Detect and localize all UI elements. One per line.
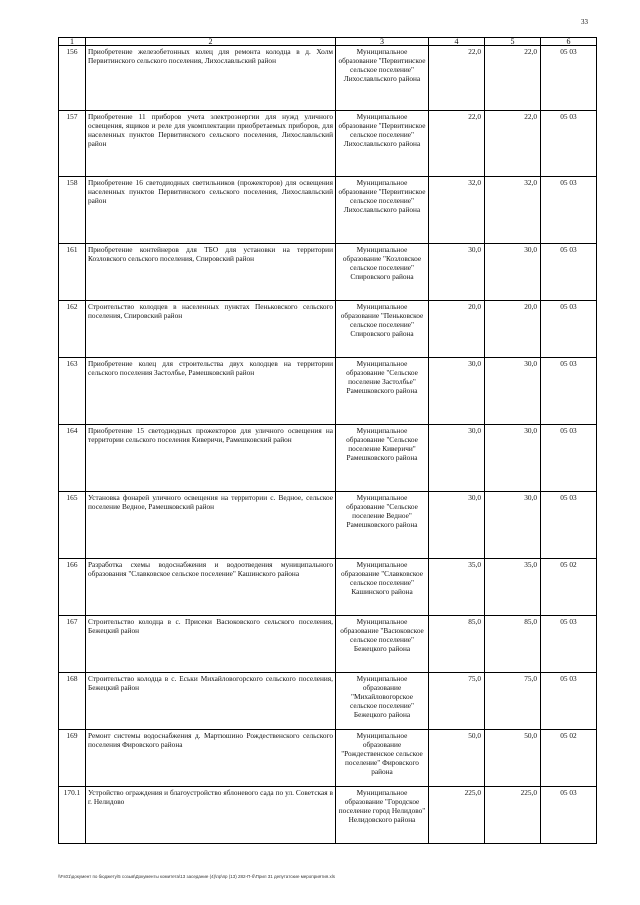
row-value-5: 30,0 (485, 244, 541, 301)
row-code: 05 03 (541, 616, 597, 673)
row-code: 05 03 (541, 177, 597, 244)
row-value-4: 30,0 (429, 244, 485, 301)
row-organization: Муниципальное образование "Первитинское сельское поселение" Лихославльского района (336, 111, 429, 177)
row-value-4: 30,0 (429, 492, 485, 559)
row-value-5: 225,0 (485, 787, 541, 844)
header-cell: 2 (86, 38, 336, 46)
row-organization: Муниципальное образование "Первитинское сельское поселение" Лихославльского района (336, 177, 429, 244)
row-description: Приобретение колец для строительства двух колодцев на территории сельского поселения Застолбье, Рамешковский район (86, 358, 336, 425)
table-row (59, 559, 597, 616)
row-number: 161 (59, 244, 86, 301)
header-row (59, 38, 597, 46)
table-row (59, 244, 597, 301)
row-value-4: 85,0 (429, 616, 485, 673)
page-number: 33 (581, 18, 588, 26)
row-value-5: 30,0 (485, 358, 541, 425)
row-code: 05 03 (541, 425, 597, 492)
row-description: Приобретение 16 светодиодных светильников (прожекторов) для освещения населенных пунктов Первитинского сельского поселения, Лихославльский район (86, 177, 336, 244)
row-value-5: 22,0 (485, 111, 541, 177)
row-number: 164 (59, 425, 86, 492)
row-number: 156 (59, 46, 86, 111)
row-code: 05 02 (541, 559, 597, 616)
row-organization: Муниципальное образование "Пеньковское сельское поселение" Спировского района (336, 301, 429, 358)
row-code: 05 02 (541, 730, 597, 787)
row-value-4: 22,0 (429, 46, 485, 111)
row-number: 157 (59, 111, 86, 177)
row-organization: Муниципальное образование "Городское поселение город Нелидово" Нелидовского района (336, 787, 429, 844)
table-row (59, 425, 597, 492)
header-cell: 4 (429, 38, 485, 46)
row-value-4: 32,0 (429, 177, 485, 244)
header-cell: 6 (541, 38, 597, 46)
row-description: Устройство ограждения и благоустройство яблоневого сада по ул. Советская в г. Нелидово (86, 787, 336, 844)
row-code: 05 03 (541, 358, 597, 425)
budget-table (58, 37, 597, 844)
row-organization: Муниципальное образование "Козловское сельское поселение" Спировского района (336, 244, 429, 301)
row-number: 166 (59, 559, 86, 616)
row-number: 168 (59, 673, 86, 730)
row-value-4: 225,0 (429, 787, 485, 844)
row-description: Разработка схемы водоснабжения и водоотведения муниципального образования "Славковское сельское поселение" Кашинского района (86, 559, 336, 616)
row-value-4: 20,0 (429, 301, 485, 358)
table-row (59, 301, 597, 358)
row-organization: Муниципальное образование "Рождественское сельское поселение" Фировского района (336, 730, 429, 787)
table-row (59, 492, 597, 559)
row-number: 165 (59, 492, 86, 559)
table-row (59, 730, 597, 787)
row-description: Приобретение железобетонных колец для ремонта колодца в д. Холм Первитинского сельского поселения, Лихославльский район (86, 46, 336, 111)
row-description: Установка фонарей уличного освещения на территории с. Ведное, сельское поселение Ведное, Рамешковский район (86, 492, 336, 559)
row-number: 169 (59, 730, 86, 787)
table-row (59, 111, 597, 177)
row-organization: Муниципальное образование "Сельское поселение Застолбье" Рамешковского района (336, 358, 429, 425)
row-value-5: 20,0 (485, 301, 541, 358)
row-description: Строительство колодцев в населенных пунктах Пеньковского сельского поселения, Спировский район (86, 301, 336, 358)
row-organization: Муниципальное образование "Сельское поселение Киверичи" Рамешковского района (336, 425, 429, 492)
row-code: 05 03 (541, 301, 597, 358)
row-value-4: 30,0 (429, 358, 485, 425)
table-row (59, 616, 597, 673)
row-number: 162 (59, 301, 86, 358)
row-value-4: 50,0 (429, 730, 485, 787)
header-cell: 1 (59, 38, 86, 46)
row-value-5: 30,0 (485, 492, 541, 559)
file-path-footer: \\Fs01\документ по бюджету\5 созыв\Документы комитета\13 заседание (4)\пр\пр (13) 282-П-б\Прил 31 депутатские мероприятия.xls (58, 874, 335, 879)
row-number: 170.1 (59, 787, 86, 844)
row-organization: Муниципальное образование "Васюковское сельское поселение" Бежецкого района (336, 616, 429, 673)
row-code: 05 03 (541, 111, 597, 177)
row-value-4: 22,0 (429, 111, 485, 177)
row-code: 05 03 (541, 787, 597, 844)
row-value-4: 30,0 (429, 425, 485, 492)
row-value-5: 85,0 (485, 616, 541, 673)
row-organization: Муниципальное образование "Михайловогорское сельское поселение" Бежецкого района (336, 673, 429, 730)
row-description: Ремонт системы водоснабжения д. Мартюшино Рождественского сельского поселения Фировского района (86, 730, 336, 787)
row-code: 05 03 (541, 492, 597, 559)
header-cell: 5 (485, 38, 541, 46)
row-description: Приобретение 15 светодиодных прожекторов для уличного освещения на территории сельского поселения Киверичи, Рамешковский район (86, 425, 336, 492)
table-row (59, 673, 597, 730)
row-number: 158 (59, 177, 86, 244)
row-description: Приобретение 11 приборов учета электроэнергии для нужд уличного освещения, ящиков и реле для укомплектации приобретаемых приборов, для населенных пунктов Первитинского сельского поселения, Лихославльский район (86, 111, 336, 177)
row-description: Строительство колодца в с. Присеки Васюковского сельского поселения, Бежецкий район (86, 616, 336, 673)
table-row (59, 177, 597, 244)
row-description: Приобретение контейнеров для ТБО для установки на территории Козловского сельского поселения, Спировский район (86, 244, 336, 301)
row-number: 167 (59, 616, 86, 673)
row-value-5: 75,0 (485, 673, 541, 730)
row-number: 163 (59, 358, 86, 425)
row-value-4: 75,0 (429, 673, 485, 730)
row-value-5: 32,0 (485, 177, 541, 244)
row-code: 05 03 (541, 46, 597, 111)
row-organization: Муниципальное образование "Первитинское сельское поселение" Лихославльского района (336, 46, 429, 111)
row-organization: Муниципальное образование "Славковское сельское поселение" Кашинского района (336, 559, 429, 616)
row-value-5: 22,0 (485, 46, 541, 111)
header-cell: 3 (336, 38, 429, 46)
table-row (59, 46, 597, 111)
table-row (59, 358, 597, 425)
row-description: Строительство колодца в с. Еськи Михайловогорского сельского поселения, Бежецкий район (86, 673, 336, 730)
row-value-4: 35,0 (429, 559, 485, 616)
row-value-5: 50,0 (485, 730, 541, 787)
row-organization: Муниципальное образование "Сельское поселение Ведное" Рамешковского района (336, 492, 429, 559)
row-value-5: 30,0 (485, 425, 541, 492)
row-value-5: 35,0 (485, 559, 541, 616)
table-row (59, 787, 597, 844)
row-code: 05 03 (541, 673, 597, 730)
row-code: 05 03 (541, 244, 597, 301)
